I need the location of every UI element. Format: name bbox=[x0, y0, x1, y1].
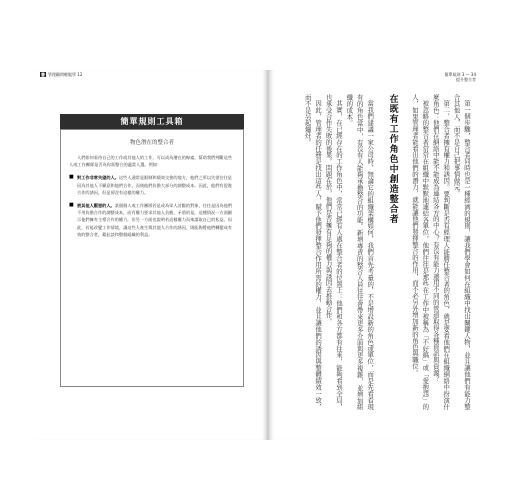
body-paragraph: 第一個步驟，整合者同時也是一種經濟的規則，讓我們學會如何在組織中找出關鍵人物，並且讓他們有能力整合其他人，而不是自己把事情做完。 bbox=[452, 94, 471, 410]
right-page-header bbox=[445, 72, 476, 82]
toolbox-bullet bbox=[69, 174, 235, 196]
bullet-heading: 被其他人厭惡的人。 bbox=[77, 203, 115, 209]
section-heading: 在既有工作角色中創造整合者 bbox=[387, 94, 398, 224]
right-page bbox=[268, 70, 486, 440]
toolbox-subtitle: 物色潛在的整合者 bbox=[129, 140, 174, 146]
bullet-heading: 對工作非常失望的人。 bbox=[77, 175, 119, 181]
right-header-line-2: 提升整合者 bbox=[456, 77, 476, 82]
toolbox-box bbox=[60, 129, 244, 387]
vertical-body-text bbox=[302, 94, 472, 410]
toolbox-title: 簡單規則工具箱 bbox=[60, 114, 244, 129]
toolbox-body bbox=[69, 154, 235, 244]
body-paragraph: 第二，整合者擁有權力和誘因。要判斷是否有經理人能勝任整合者的角色，就是要看他們在組織網絡中扮演什麼角色：他們在網絡中能不能成為連結各方的中心？有沒有能力運用不同的管道取得各種資訊與資源？ bbox=[431, 94, 451, 410]
bullet-marker-icon: ■ bbox=[69, 174, 74, 181]
body-paragraph: 被忽略的整合者常常在組織中默默地連結各單位，他們往往是那些在工作中被稱為「不好搞」或「愛抱怨」的人，如果管理者能看出他們的潛力，就能讓他們發揮整合的作用，而不必另外增加新的角色與職位。 bbox=[410, 94, 430, 410]
publisher-logo: 書 bbox=[41, 72, 45, 77]
toolbox-bullet bbox=[69, 202, 235, 238]
left-page-header bbox=[40, 72, 82, 77]
body-paragraph: 當我們建議一家公司時，無論它的組織架構如何，我們首先考量的，不是增設新的角色或單位，而是先看看現有的角色當中，有沒有人能夠承擔整合的功能。新增專責的整合人員往往會帶來更多介面與更多複雜，並增加組織的成本。 bbox=[345, 94, 375, 410]
left-header-text: 管理顧問輕鬆學 12 bbox=[48, 72, 83, 77]
right-header-line-1: 簡單規則 3 — 34 bbox=[444, 72, 476, 77]
toolbox-intro: 人們如何看待自己的工作或其他人的工作，可以成為潛在的線索，幫助我們判斷這些人或工作團隊是否為你需整合的適當人選。例如： bbox=[69, 155, 232, 168]
bullet-marker-icon: ■ bbox=[69, 202, 74, 209]
left-page bbox=[36, 70, 269, 440]
bullet-text: 這些人通常是限制和績效交會的地方，他們之所以失望往往是因為其他人不願意和他們合作，而使他們負擔大部分的調整成本。因此，他們有促進合作的誘因，但是卻沒有這樣的權力。 bbox=[77, 175, 232, 195]
bullet-text: 某個個人或工作團隊若是成為眾人討厭的對象，往往是因為他們不用負擔合作的調整成本，而有權力要求其他人負擔，矛盾的是，這種情況一方面顯示他們擁有主導合作的權力，但另一方面也說明若這樣權力而來謀取自己的私益。因此，若能改變工作情境，讓這些人產生與其他人合作的誘因，則能夠將他們轉變成有效的整合者，藉此談和整個組織的利益。 bbox=[77, 203, 232, 237]
body-paragraph: 因此，管理者的任務是找出這些人，賦予他們發揮整合作用所需的權力，並且讓他們的誘因與整體績效一致，而不是另起爐灶。 bbox=[303, 94, 323, 410]
body-paragraph: 其實，在已經存在的工作角色中，常常已經有人處在整合者的位置上：他們和各方都有往來，能夠看到全局，也承受合作失敗的後果。問題在於，他們是否擁有足夠的權力與誘因去推動合作。 bbox=[324, 94, 343, 410]
